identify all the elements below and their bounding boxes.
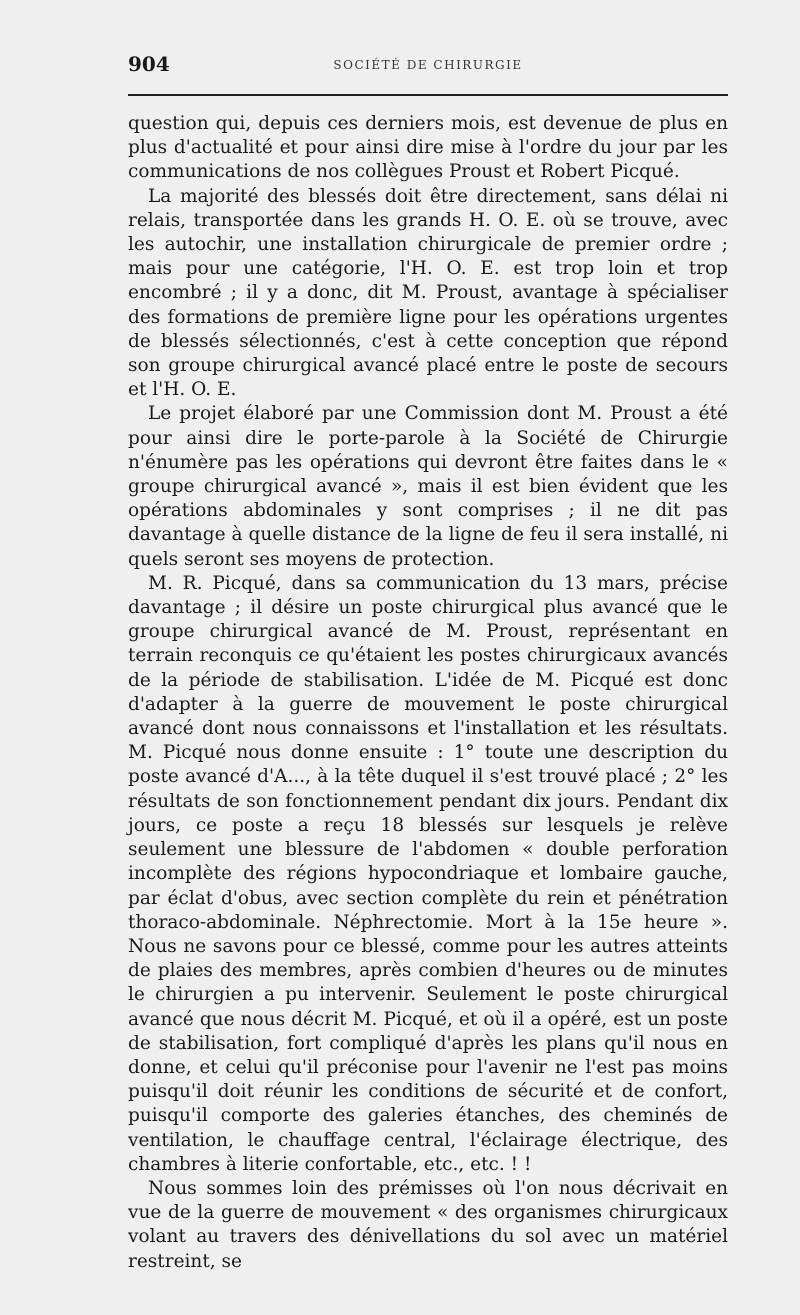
running-head: SOCIÉTÉ DE CHIRURGIE [333, 58, 523, 72]
body-text [128, 112, 728, 1274]
paragraph: Le projet élaboré par une Commission dont M. Proust a été pour ainsi dire le porte-parole à la Société de Chirurgie n'énumère pas les opérations qui devront être faites dans le « groupe chirurgical avancé », mais il est bien évident que les opérations abdominales y sont comprises ; il ne dit pas davantage à quelle distance de la ligne de feu il sera installé, ni quels seront ses moyens de protection. [128, 403, 728, 570]
paragraph: La majorité des blessés doit être directement, sans délai ni relais, transportée dans les grands H. O. E. où se trouve, avec les autochir, une installation chirurgicale de premier ordre ; mais pour une catégorie, l'H. O. E. est trop loin et trop encombré ; il y a donc, dit M. Proust, avantage à spécialiser des formations de première ligne pour les opérations urgentes de blessés sélectionnés, c'est à cette conception que répond son groupe chirurgical avancé placé entre le poste de secours et l'H. O. E. [128, 185, 728, 401]
page-header [128, 52, 728, 82]
paragraph: M. R. Picqué, dans sa communication du 13 mars, précise davantage ; il désire un poste chirurgical plus avancé que le groupe chirurgical avancé de M. Proust, représentant en terrain reconquis ce qu'étaient les postes chirurgicaux avancés de la période de stabilisation. L'idée de M. Picqué est donc d'adapter à la guerre de mouvement le poste chirurgical avancé dont nous connaissons et l'installation et les résultats. M. Picqué nous donne ensuite : 1° toute une description du poste avancé d'A..., à la tête duquel il s'est trouvé placé ; 2° les résultats de son fonctionnement pendant dix jours. Pendant dix jours, ce poste a reçu 18 blessés sur lesquels je relève seulement une blessure de l'abdomen « double perforation incomplète des régions hypocondriaque et lombaire gauche, par éclat d'obus, avec section complète du rein et pénétration thoraco-abdominale. Néphrectomie. Mort à la 15e heure ». Nous ne savons pour ce blessé, comme pour les autres atteints de plaies des membres, après combien d'heures ou de minutes le chirurgien a pu intervenir. Seulement le poste chirurgical avancé que nous décrit M. Picqué, et où il a opéré, est un poste de stabilisation, fort compliqué d'après les plans qu'il nous en donne, et celui qu'il préconise pour l'avenir ne l'est pas moins puisqu'il doit réunir les conditions de sécurité et de confort, puisqu'il comporte des galeries étanches, des cheminés de ventilation, le chauffage central, l'éclairage électrique, des chambres à literie confortable, etc., etc. ! ! [128, 572, 728, 1175]
header-rule [128, 94, 728, 96]
paragraph-continuation: question qui, depuis ces derniers mois, est devenue de plus en plus d'actualité et pour ainsi dire mise à l'ordre du jour par les communications de nos collègues Proust et Robert Picqué. [128, 113, 728, 183]
paragraph: Nous sommes loin des prémisses où l'on nous décrivait en vue de la guerre de mouvement « des organismes chirurgicaux volant au travers des dénivellations du sol avec un matériel restreint, se [128, 1177, 728, 1272]
page-number: 904 [128, 52, 170, 76]
